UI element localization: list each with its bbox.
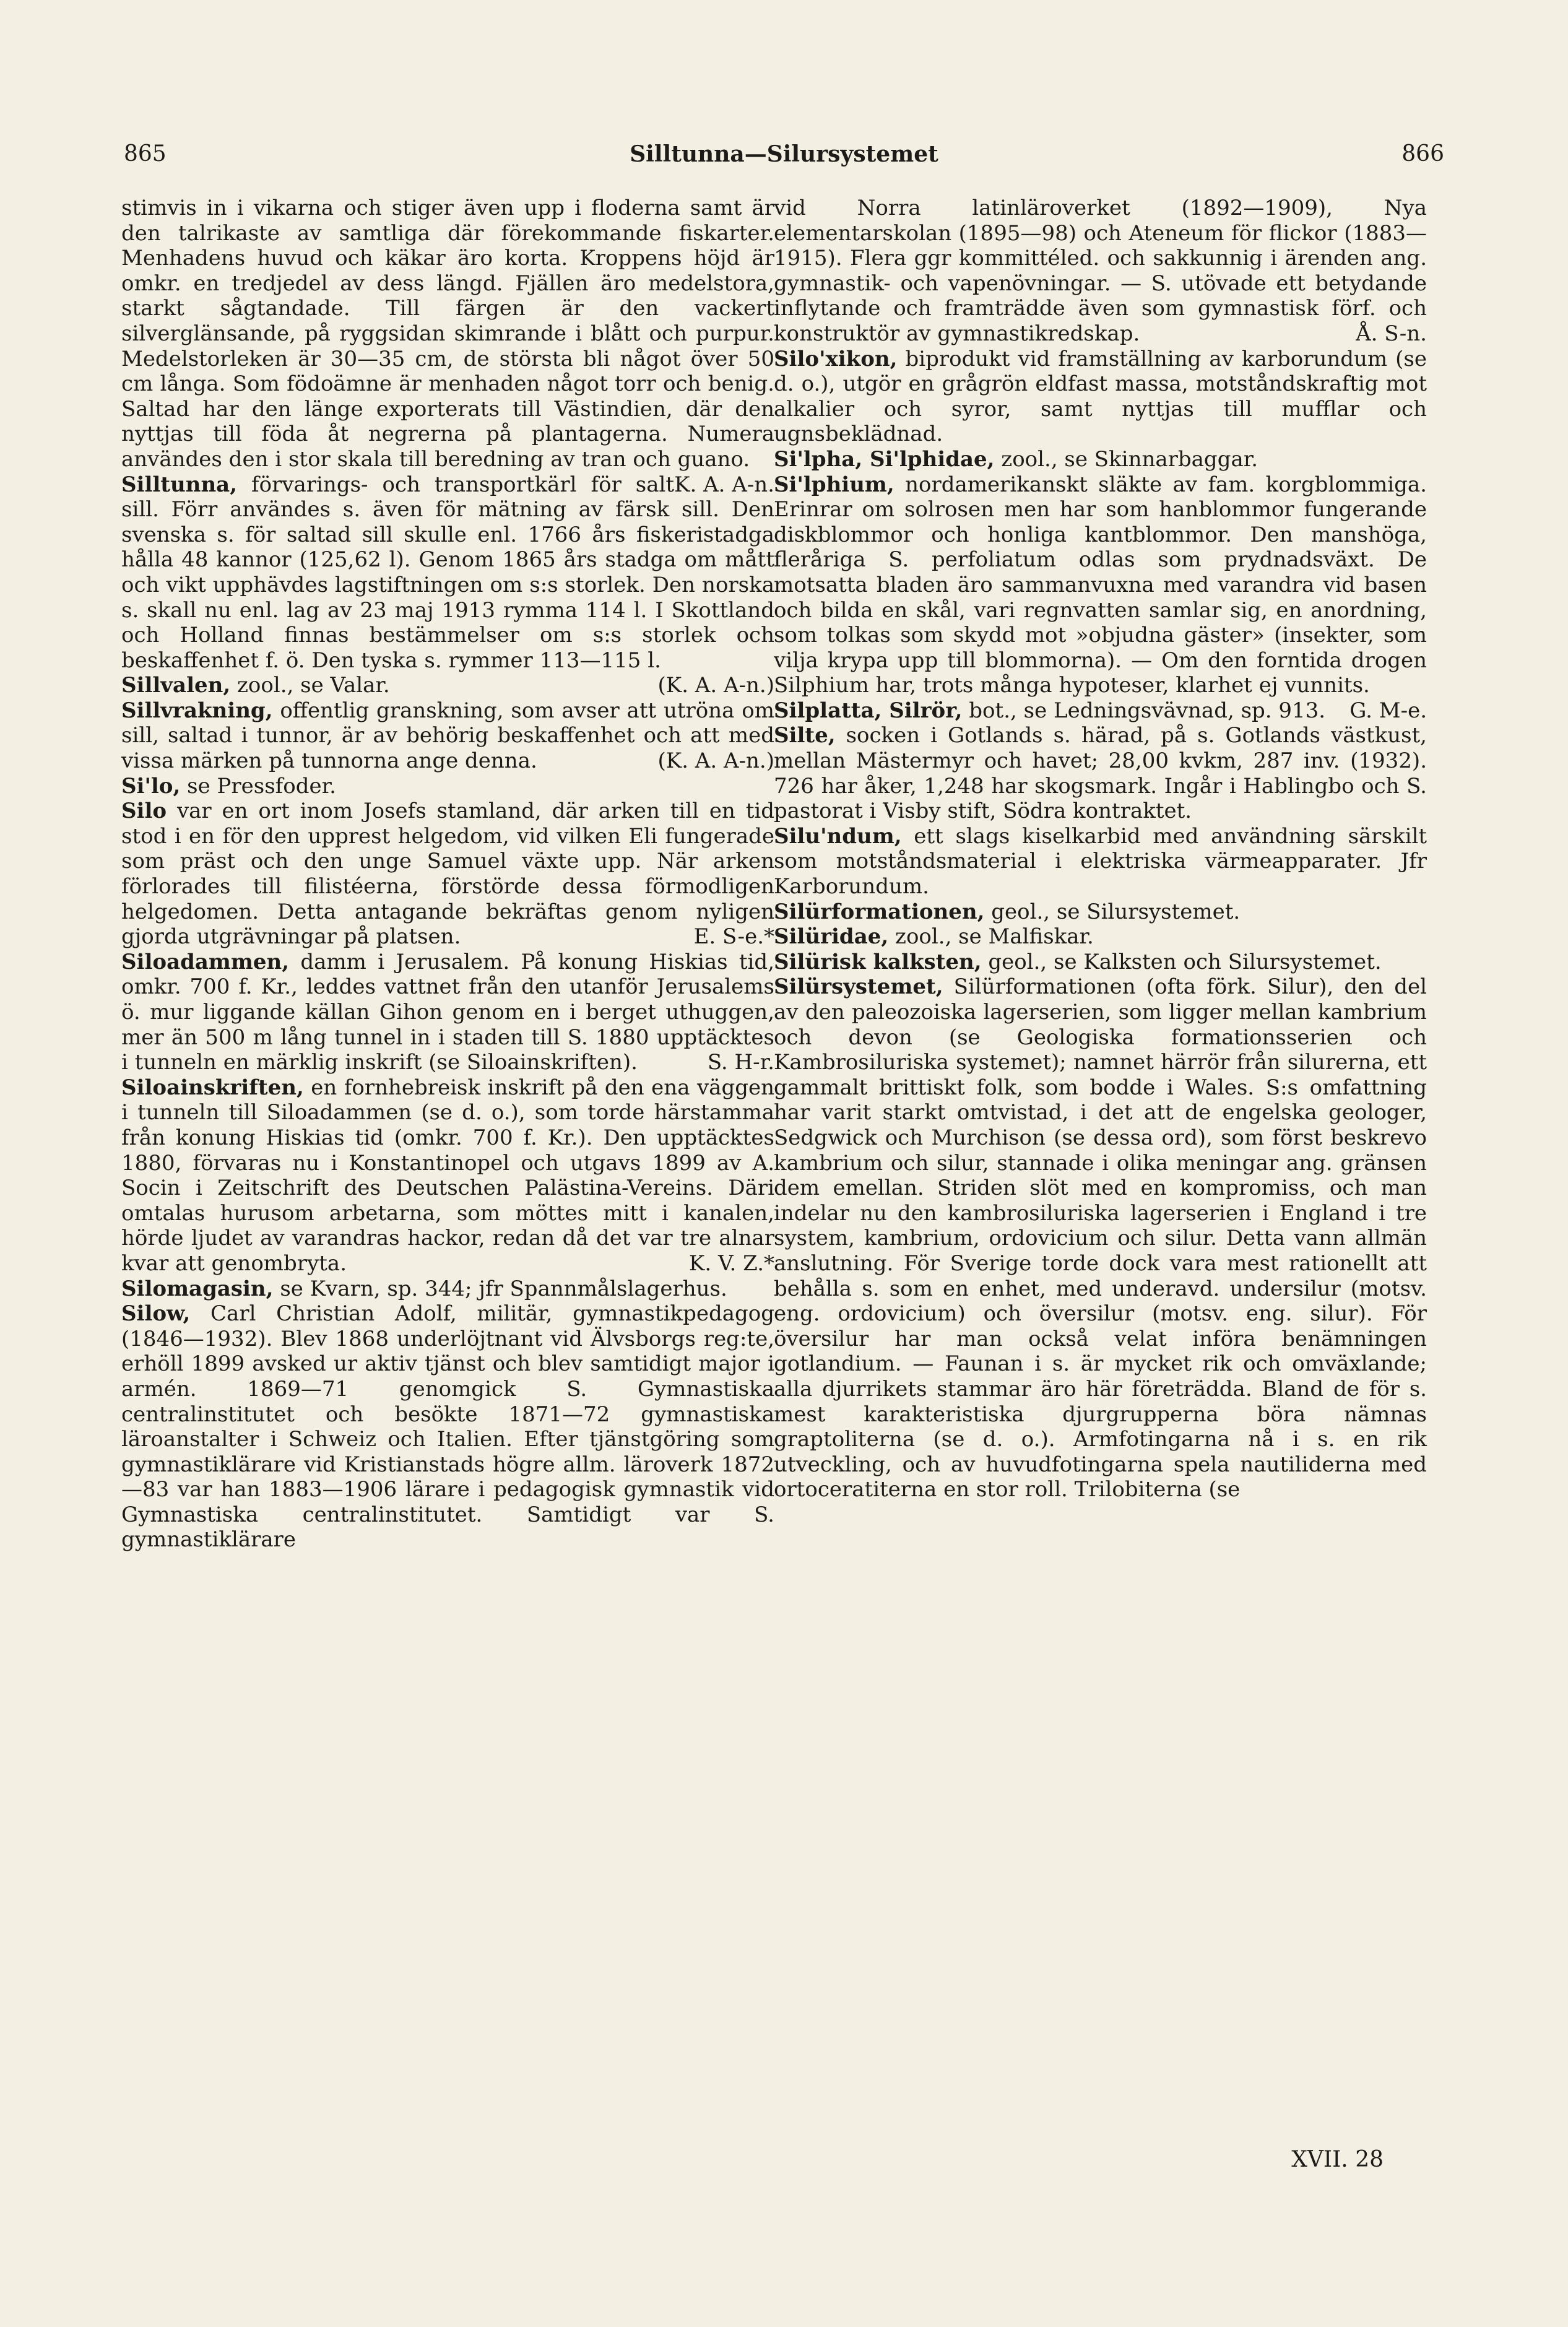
entry-headword: Si'lpha, Si'lphidae, <box>774 446 995 472</box>
entry-headword: Silplatta, Silrör, <box>774 698 963 723</box>
entry <box>774 698 1427 724</box>
entry-text: geol., se Silursystemet. <box>991 899 1241 924</box>
entry-headword: Silürformationen, <box>774 899 985 924</box>
entry <box>774 924 1427 950</box>
entry-text: bot., se Ledningsvävnad, sp. 913. <box>969 698 1326 723</box>
entry <box>121 799 774 950</box>
entry-headword: Silürsystemet, <box>774 974 943 1000</box>
entry-text: Silürformationen (ofta förk. Silur), den del av den paleozoiska lagerserien, som ligger mellan kambrium och devon (se Geologiska formationsserien och Kambrosiluriska systemet); namnet härrör från silurerna, ett gammalt brittiskt folk, som bodde i Wales. S:s omfattning har varit starkt omtvistad, i det att de engelska geologer, Sedgwick och Murchison (se dessa ord), som först beskrevo kambrium och silur, stannade i olika meningar ang. gränsen dem emellan. Striden slöt med en kompromiss, och man indelar nu den kambrosiluriska lagerserien i England i tre system, kambrium, ordovicium och silur. Detta vann allmän anslutning. För Sverige torde dock vara mest rationellt att behålla s. som en enhet, med underavd. undersilur (motsv. eng. ordovicium) och översilur (motsv. eng. silur). För översilur har man också velat införa benämningen gotlandium. — Faunan i s. är mycket rik och omväxlande; alla djurrikets stammar äro här företrädda. Bland de för s. mest karakteristiska djurgrupperna böra nämnas graptoliterna (se d. o.). Armfotingarna nå i s. en rik utveckling, och av huvudfotingarna spela nautiliderna med ortoceratiterna en stor roll. Trilobiterna (se <box>774 974 1427 1502</box>
entry <box>121 774 774 799</box>
entry-text: var en ort inom Josefs stamland, där arken till en tid stod i en för den upprest helgedom, vid vilken Eli fungerade som präst och den unge Samuel växte upp. När arken förlorades till filistéerna, förstörde dessa förmodligen helgedomen. Detta antagande bekräftas genom nyligen gjorda utgrävningar på platsen. <box>121 799 775 950</box>
entry-text: zool., se Skinnarbaggar. <box>1001 446 1258 472</box>
page-header <box>119 141 1449 178</box>
entry-headword: Sillvrakning, <box>121 698 273 723</box>
entry-text: se Kvarn, sp. 344; jfr Spannmålslagerhus. <box>280 1276 727 1301</box>
entry <box>774 723 1427 823</box>
right-column <box>774 196 1427 1502</box>
author-signature: K. V. Z.* <box>688 1250 774 1276</box>
entry <box>774 347 1427 447</box>
entry-text: ett slags kiselkarbid med användning särskilt som motståndsmaterial i elektriska värmeapparater. Jfr Karborundum. <box>774 823 1427 899</box>
entry-text: zool., se Valar. <box>237 673 390 698</box>
right-page-number: 866 <box>1401 141 1444 167</box>
entry <box>121 1276 774 1302</box>
entry-text: biprodukt vid framställning av karborundum (se d. o.), utgör en grågrön eldfast massa, motståndskraftig mot alkalier och syror, samt nyttjas till mufflar och ugnsbeklädnad. <box>774 346 1427 447</box>
entry-headword: Silltunna, <box>121 472 238 497</box>
entry <box>774 974 1427 1502</box>
left-column <box>121 196 774 1553</box>
entry <box>121 1301 774 1553</box>
entry-headword: Silu'ndum, <box>774 823 902 849</box>
entry <box>121 698 774 774</box>
entry-text: en fornhebreisk inskrift på den ena väggen i tunneln till Siloadammen (se d. o.), som torde härstamma från konung Hiskias tid (omkr. 700 f. Kr.). Den upptäcktes 1880, förvaras nu i Konstantinopel och utgavs 1899 av A. Socin i Zeitschrift des Deutschen Palästina-Vereins. Däri omtalas hurusom arbetarna, som möttes mitt i kanalen, hörde ljudet av varandras hackor, redan då det var tre alnar kvar att genombryta. <box>121 1075 774 1276</box>
author-signature: E. S-e.* <box>693 924 774 950</box>
entry-text: vid Norra latinläroverket (1892—1909), Nya elementarskolan (1895—98) och Ateneum för flickor (1883—1915). Flera ggr kommittéled. och sakkunnig i ärenden ang. gymnastik- och vapenövningar. — S. utövade ett betydande inflytande och framträdde även som gymnastisk förf. och konstruktör av gymnastikredskap. <box>774 196 1427 346</box>
entry-headword: Siloadammen, <box>121 949 290 974</box>
signature-mark: XVII. 28 <box>1291 2147 1384 2172</box>
entry-headword: Sillvalen, <box>121 673 231 698</box>
entry-headword: Si'lphium, <box>774 472 894 497</box>
entry-text: zool., se Malfiskar. <box>895 924 1094 950</box>
author-signature: (K. A. A-n.) <box>657 673 774 698</box>
entry-text: förvarings- och transportkärl för salt sill. Förr användes s. även för mätning av färsk sill. Den svenska s. för saltad sill skulle enl. 1766 års fiskeristadga hålla 48 kannor (125,62 l). Genom 1865 års stadga om mått och vikt upphävdes lagstiftningen om s:s storlek. Den norska s. skall nu enl. lag av 23 maj 1913 rymma 114 l. I Skottland och Holland finnas bestämmelser om s:s storlek och beskaffenhet f. ö. Den tyska s. rymmer 113—115 l. <box>121 472 774 673</box>
entry <box>774 196 1427 347</box>
entry-text: stimvis in i vikarna och stiger även upp i floderna samt är den talrikaste av samtliga där förekommande fiskarter. Menhadens huvud och käkar äro korta. Kroppens höjd är omkr. en tredjedel av dess längd. Fjällen äro medelstora, starkt sågtandade. Till färgen är den vackert silverglänsande, på ryggsidan skimrande i blått och purpur. Medelstorleken är 30—35 cm, de största bli något över 50 cm långa. Som födoämne är menhaden något torr och benig. Saltad har den länge exporterats till Västindien, där den nyttjas till föda åt negrerna på plantagerna. Numera användes den i stor skala till beredning av tran och guano. <box>121 196 774 472</box>
entry-headword: Silomagasin, <box>121 1276 274 1301</box>
running-title: Silltunna—Silursystemet <box>630 141 938 167</box>
entry <box>121 1075 774 1276</box>
entry-headword: Silüridae, <box>774 924 889 950</box>
entry <box>774 950 1427 975</box>
entry-text: se Pressfoder. <box>187 773 336 799</box>
entry-text: socken i Gotlands s. härad, på s. Gotlands västkust, mellan Mästermyr och havet; 28,00 kvkm, 287 inv. (1932). 726 har åker, 1,248 har skogsmark. Ingår i Hablingbo och S. pastorat i Visby stift, Södra kontraktet. <box>774 723 1427 824</box>
entry-text: geol., se Kalksten och Silursystemet. <box>988 949 1382 974</box>
entry-headword: Silow, <box>121 1301 191 1327</box>
author-signature: S. H-r. <box>707 1050 774 1075</box>
author-signature: K. A. A-n. <box>674 472 774 497</box>
entry <box>121 950 774 1075</box>
entry <box>774 447 1427 472</box>
author-signature: G. M-e. <box>1349 698 1427 723</box>
entry-text: nordamerikanskt släkte av fam. korgblommiga. Erinrar om solrosen men har som hanblommor fungerande diskblommor och honliga kantblommor. Den manshöga, fleråriga S. perfoliatum odlas som prydnadsväxt. De motsatta bladen äro sammanvuxna med varandra vid basen och bilda en skål, vari regnvatten samlar sig, en anordning, som tolkas som skydd mot »objudna gäster» (insekter, som vilja krypa upp till blommorna). — Om den forntida drogen Silphium har, trots många hypoteser, klarhet ej vunnits. <box>774 472 1427 698</box>
author-signature: (K. A. A-n.) <box>657 748 774 774</box>
entry-headword: Silo'xikon, <box>774 346 898 371</box>
entry-headword: Silo <box>121 799 167 824</box>
entry-text: Carl Christian Adolf, militär, gymnastikpedagog (1846—1932). Blev 1868 underlöjtnant vid Älvsborgs reg:te, erhöll 1899 avsked ur aktiv tjänst och blev samtidigt major i armén. 1869—71 genomgick S. Gymnastiska centralinstitutet och besökte 1871—72 gymnastiska läroanstalter i Schweiz och Italien. Efter tjänstgöring som gymnastiklärare vid Kristianstads högre allm. läroverk 1872—83 var han 1883—1906 lärare i pedagogisk gymnastik vid Gymnastiska centralinstitutet. Samtidigt var S. gymnastiklärare <box>121 1301 775 1553</box>
entry-headword: Silürisk kalksten, <box>774 949 982 974</box>
sheet-signature <box>774 2147 1427 2172</box>
author-signature: Å. S-n. <box>1356 321 1427 346</box>
entry-headword: Siloainskriften, <box>121 1075 304 1100</box>
entry-text: offentlig granskning, som avser att utröna om sill, saltad i tunnor, är av behörig beskaffenhet och att med vissa märken på tunnorna ange denna. <box>121 698 775 774</box>
entry-headword: Silte, <box>774 723 836 748</box>
entry <box>774 824 1427 899</box>
left-page-number: 865 <box>124 141 167 167</box>
entry-text: damm i Jerusalem. På konung Hiskias tid, omkr. 700 f. Kr., leddes vattnet från den utanför Jerusalems ö. mur liggande källan Gihon genom en i berget uthuggen, mer än 500 m lång tunnel in i staden till S. 1880 upptäcktes i tunneln en märklig inskrift (se Siloainskriften). <box>121 949 774 1075</box>
entry <box>774 899 1427 925</box>
entry-headword: Si'lo, <box>121 773 181 799</box>
